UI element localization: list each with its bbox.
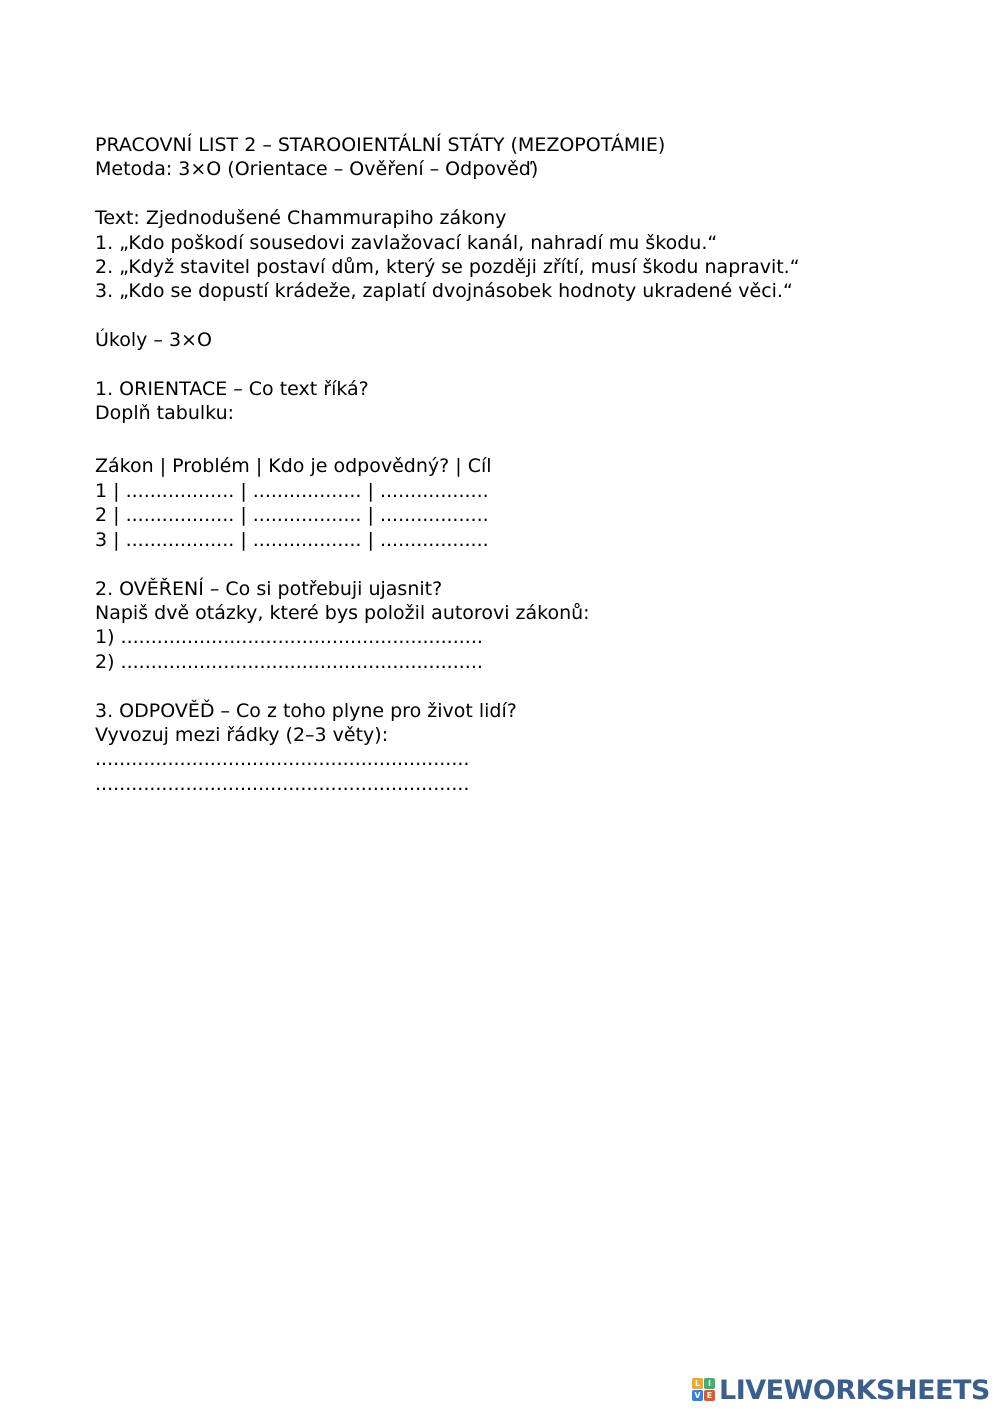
answer-line[interactable]: 1) ............................................................ <box>95 626 483 649</box>
task2-title: 2. OVĚŘENÍ – Co si potřebuji ujasnit? <box>95 577 443 600</box>
tasks-heading: Úkoly – 3×O <box>95 329 212 352</box>
logo-square-e: E <box>704 1390 715 1401</box>
spacer <box>95 426 955 454</box>
answer-line[interactable]: 2) ............................................................ <box>95 650 483 673</box>
liveworksheets-logo <box>692 1374 990 1406</box>
answer-line[interactable]: .............................................................. <box>95 772 470 795</box>
worksheet-content <box>95 133 955 796</box>
table-row[interactable]: 2 | .................. | .................. | .................. <box>95 504 489 527</box>
spacer <box>95 353 955 377</box>
table-row[interactable]: 3 | .................. | .................. | .................. <box>95 528 489 551</box>
task2-instruction: Napiš dvě otázky, které bys položil autorovi zákonů: <box>95 602 590 625</box>
logo-text: LIVEWORKSHEETS <box>719 1374 990 1406</box>
logo-square-l: L <box>692 1378 703 1389</box>
law-1: 1. „Kdo poškodí sousedovi zavlažovací kanál, nahradí mu škodu.“ <box>95 231 718 254</box>
task3-title: 3. ODPOVĚĎ – Co z toho plyne pro život lidí? <box>95 699 517 722</box>
table-row[interactable]: 1 | .................. | .................. | .................. <box>95 480 489 503</box>
spacer <box>95 304 955 328</box>
spacer <box>95 674 955 698</box>
table-header: Zákon | Problém | Kdo je odpovědný? | Cíl <box>95 454 492 477</box>
spacer <box>95 552 955 576</box>
spacer <box>95 182 955 206</box>
task3-instruction: Vyvozuj mezi řádky (2–3 věty): <box>95 723 389 746</box>
answer-line[interactable]: .............................................................. <box>95 748 470 771</box>
liveworksheets-logo-icon <box>692 1378 716 1402</box>
logo-square-i: I <box>704 1378 715 1389</box>
method-line: Metoda: 3×O (Orientace – Ověření – Odpověď) <box>95 158 539 181</box>
task1-instruction: Doplň tabulku: <box>95 402 235 425</box>
logo-square-v: V <box>692 1390 703 1401</box>
law-3: 3. „Kdo se dopustí krádeže, zaplatí dvojnásobek hodnoty ukradené věci.“ <box>95 280 793 303</box>
task1-title: 1. ORIENTACE – Co text říká? <box>95 377 369 400</box>
source-text-heading: Text: Zjednodušené Chammurapiho zákony <box>95 207 507 230</box>
law-2: 2. „Když stavitel postaví dům, který se později zřítí, musí škodu napravit.“ <box>95 255 800 278</box>
worksheet-title: PRACOVNÍ LIST 2 – STAROOIENTÁLNÍ STÁTY (MEZOPOTÁMIE) <box>95 134 666 156</box>
